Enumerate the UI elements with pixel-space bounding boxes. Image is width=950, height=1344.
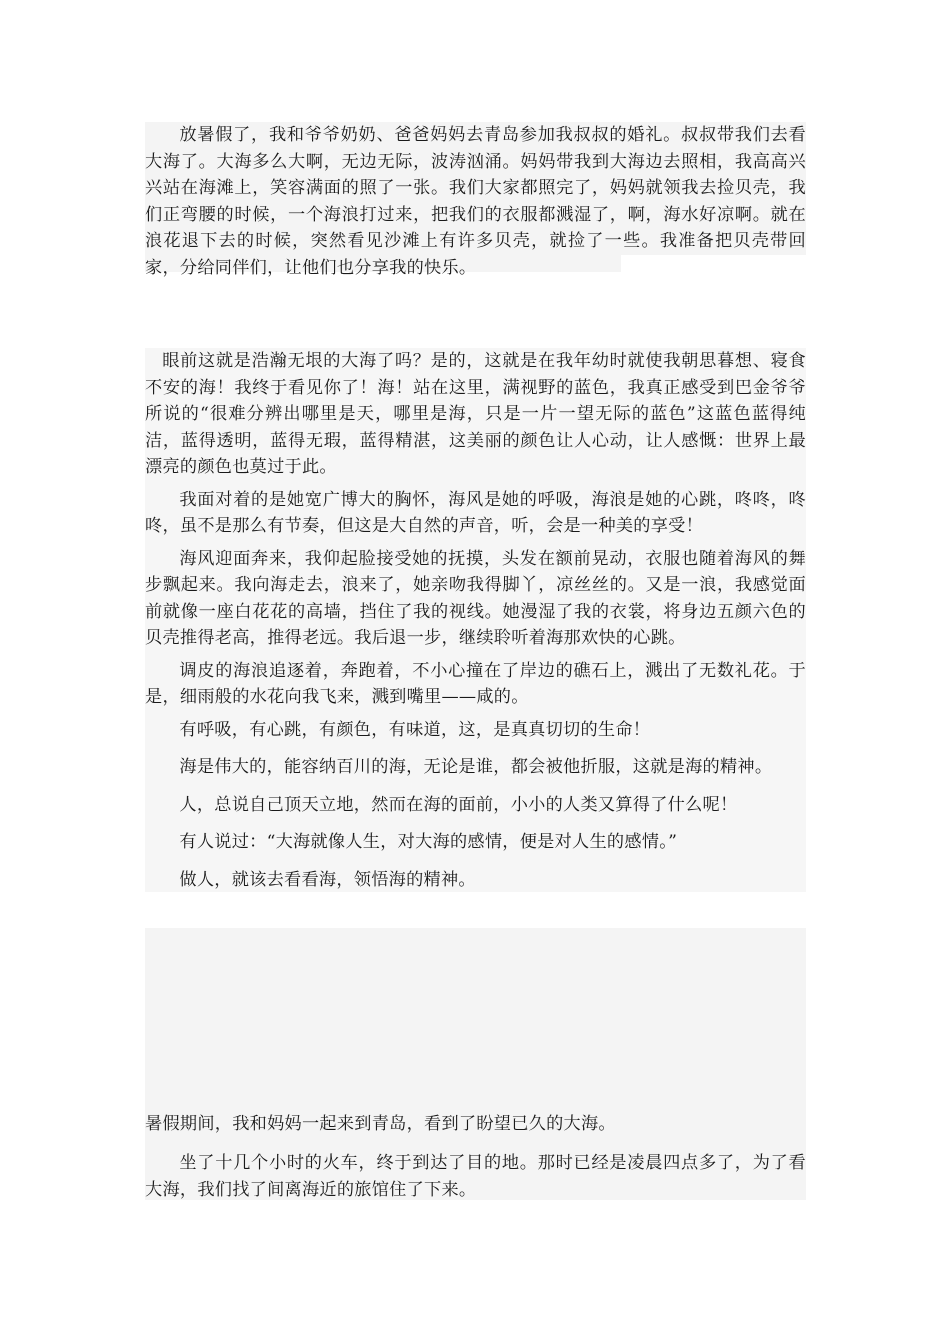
section2-paragraph-6: 海是伟大的，能容纳百川的海，无论是谁，都会被他折服，这就是海的精神。	[179, 757, 773, 777]
section2-paragraph-7: 人，总说自己顶天立地，然而在海的面前，小小的人类又算得了什么呢！	[179, 794, 738, 815]
essay-section-1	[145, 122, 806, 278]
section2-paragraph-5: 有呼吸，有心跳，有颜色，有味道，这，是真真切切的生命！	[179, 719, 651, 740]
section2-paragraph-3: 海风迎面奔来，我仰起脸接受她的抚摸，头发在额前晃动，衣服也随着海风的舞步飘起来。我向海走去，浪来了，她亲吻我得脚丫，凉丝丝的。又是一浪，我感觉面前就像一座白花花的高墙，挡住了我的视线。她漫湿了我的衣裳，将身边五颜六色的贝壳推得老高，推得老远。我后退一步，继续聆听着海那欢快的心跳。	[145, 548, 806, 648]
section2-paragraph-9: 做人，就该去看看海，领悟海的精神。	[179, 869, 476, 890]
section2-paragraph-8: 有人说过：“大海就像人生，对大海的感情，便是对人生的感情。”	[179, 832, 678, 852]
section3-paragraph-2: 坐了十几个小时的火车，终于到达了目的地。那时已经是凌晨四点多了，为了看大海，我们找了间离海近的旅馆住了下来。	[145, 1153, 806, 1200]
section2-paragraph-2: 我面对着的是她宽广博大的胸怀，海风是她的呼吸，海浪是她的心跳，咚咚，咚咚，虽不是那么有节奏，但这是大自然的声音，听，会是一种美的享受！	[145, 489, 806, 536]
section3-paragraph-1: 暑假期间，我和妈妈一起来到青岛，看到了盼望已久的大海。	[145, 1114, 616, 1134]
essay-section-3	[145, 928, 806, 1200]
section2-paragraph-4: 调皮的海浪追逐着，奔跑着，不小心撞在了岸边的礁石上，溅出了无数礼花。于是，细雨般的水花向我飞来，溅到嘴里——咸的。	[145, 660, 806, 707]
section1-paragraph-1: 放暑假了，我和爷爷奶奶、爸爸妈妈去青岛参加我叔叔的婚礼。叔叔带我们去看大海了。大海多么大啊，无边无际，波涛汹涌。妈妈带我到大海边去照相，我高高兴兴站在海滩上，笑容满面的照了一张。我们大家都照完了，妈妈就领我去捡贝壳，我们正弯腰的时候，一个海浪打过来，把我们的衣服都溅湿了，啊，海水好凉啊。就在浪花退下去的时候，突然看见沙滩上有许多贝壳，就捡了一些。我准备把贝壳带回家，分给同伴们，让他们也分享我的快乐。	[145, 125, 806, 278]
section2-paragraph-1: 眼前这就是浩瀚无垠的大海了吗？是的，这就是在我年幼时就使我朝思暮想、寝食不安的海！我终于看见你了！海！站在这里，满视野的蓝色，我真正感受到巴金爷爷所说的“很难分辨出哪里是天，哪里是海，只是一片一望无际的蓝色”这蓝色蓝得纯洁，蓝得透明，蓝得无瑕，蓝得精湛，这美丽的颜色让人心动，让人感慨：世界上最漂亮的颜色也莫过于此。	[145, 351, 806, 477]
essay-section-2	[145, 348, 806, 892]
